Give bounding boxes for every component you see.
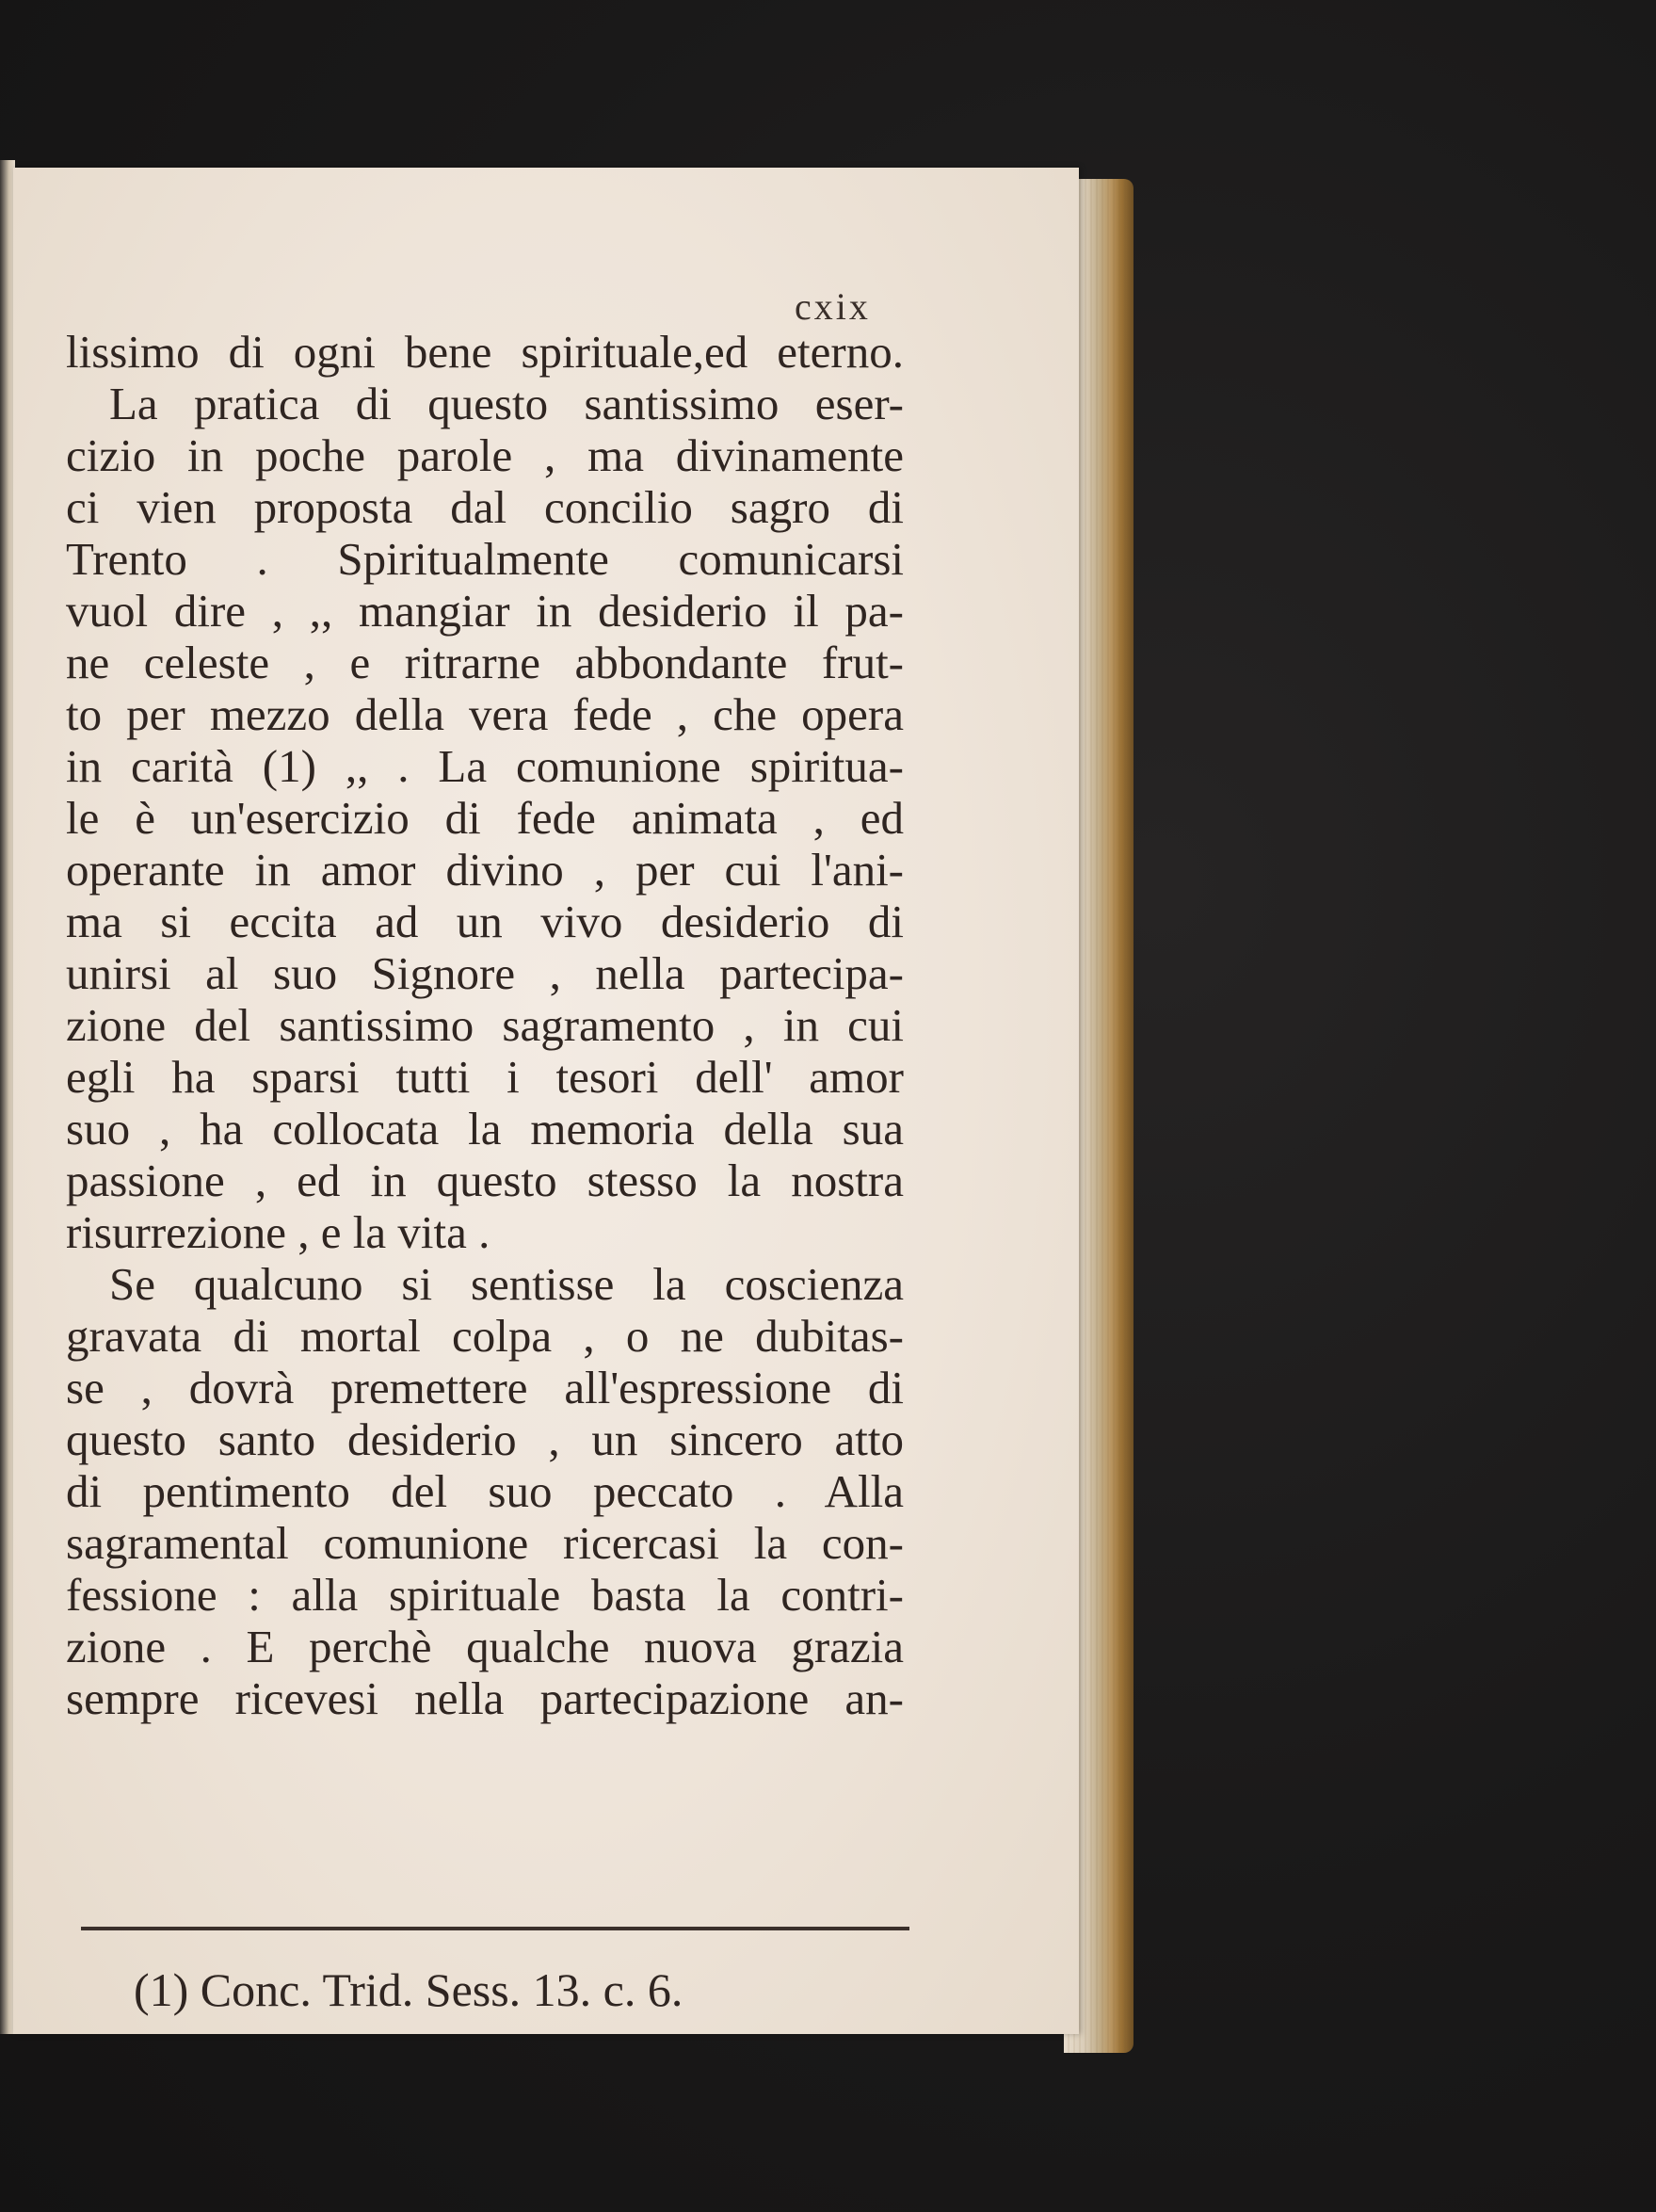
- text-line: le è un'esercizio di fede animata , ed: [66, 792, 904, 844]
- text-line: unirsi al suo Signore , nella partecipa-: [66, 947, 904, 999]
- text-line: lissimo di ogni bene spirituale,ed eterno.: [66, 326, 904, 378]
- text-line: sempre ricevesi nella partecipazione an-: [66, 1672, 904, 1724]
- text-line: fessione : alla spirituale basta la contri-: [66, 1569, 904, 1621]
- text-line: vuol dire , ,, mangiar in desiderio il pa-: [66, 585, 904, 637]
- text-line: se , dovrà premettere all'espressione di: [66, 1362, 904, 1413]
- text-line: in carità (1) ,, . La comunione spiritua-: [66, 740, 904, 792]
- text-line: sagramental comunione ricercasi la con-: [66, 1517, 904, 1569]
- page-number: cxix: [795, 285, 871, 328]
- text-line: gravata di mortal colpa , o ne dubitas-: [66, 1310, 904, 1362]
- footnote: (1) Conc. Trid. Sess. 13. c. 6.: [134, 1963, 683, 2016]
- book-page: [13, 168, 1079, 2034]
- text-line: ci vien proposta dal concilio sagro di: [66, 481, 904, 533]
- text-line: Trento . Spiritualmente comunicarsi: [66, 533, 904, 585]
- text-line: zione del santissimo sagramento , in cui: [66, 999, 904, 1051]
- footnote-rule: [81, 1927, 909, 1930]
- text-line: risurrezione , e la vita .: [66, 1206, 490, 1258]
- text-line: to per mezzo della vera fede , che opera: [66, 688, 904, 740]
- text-line: ma si eccita ad un vivo desiderio di: [66, 896, 904, 947]
- text-line: di pentimento del suo peccato . Alla: [66, 1465, 904, 1517]
- text-line: cizio in poche parole , ma divinamente: [66, 429, 904, 481]
- body-text: [66, 326, 904, 1724]
- text-line: questo santo desiderio , un sincero atto: [66, 1413, 904, 1465]
- text-line: operante in amor divino , per cui l'ani-: [66, 844, 904, 896]
- text-line: Se qualcuno si sentisse la coscienza: [109, 1258, 904, 1310]
- text-line: suo , ha collocata la memoria della sua: [66, 1103, 904, 1154]
- text-line: La pratica di questo santissimo eser-: [109, 378, 904, 429]
- text-line: ne celeste , e ritrarne abbondante frut-: [66, 637, 904, 688]
- text-line: passione , ed in questo stesso la nostra: [66, 1154, 904, 1206]
- text-line: egli ha sparsi tutti i tesori dell' amor: [66, 1051, 904, 1103]
- text-line: zione . E perchè qualche nuova grazia: [66, 1621, 904, 1672]
